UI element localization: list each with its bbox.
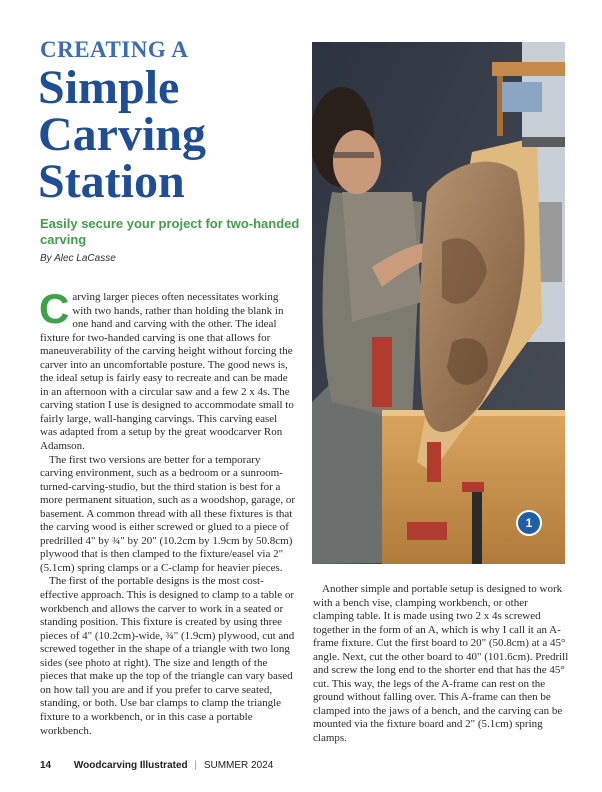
- byline: By Alec LaCasse: [40, 253, 116, 264]
- page-number: 14: [40, 760, 52, 771]
- photo-number-badge: 1: [516, 510, 542, 536]
- paragraph-intro-text: arving larger pieces often necessitates working with two hands, rather than holding the blank in one hand and carving with the other. The ideal fixture for two-handed carving is one that allows for maneuverability of the carving height without forcing the carver into an uncomfortable posture. The good news is, the ideal setup is fairly easy to recreate and can be made in an afternoon with a circular saw and a few 2 x 4s. The carving station I use is designed to accommodate small to fairly large, wall-hanging carvings. This carving easel was adapted from a setup by the great woodcarver Ron Adamson.: [40, 291, 294, 453]
- page-footer: [40, 760, 273, 771]
- carving-station-photo: [312, 42, 565, 564]
- issue-date: SUMMER 2024: [203, 760, 274, 771]
- magazine-name: Woodcarving Illustrated: [73, 760, 188, 771]
- body-column-left: [39, 285, 296, 738]
- paragraph-a-frame: Another simple and portable setup is designed to work with a bench vise, clamping workbench, or other clamping table. It is made using two 2 x 4s screwed together in the form of an A, which is why I call it an A-frame fixture. Cut the first board to 20" (50.8cm) at a 45° angle. Next, cut the other board to 40" (101.6cm). Predrill and screw the long end to the shorter end that has the 45° cut. This way, the legs of the A-frame can rest on the ground without falling over. This A-frame can then be clamped into the jaws of a bench, and the carving can be mounted via the fixture board and 2" (5.1cm) spring clamps.: [313, 583, 569, 745]
- title-kicker: CREATING A: [40, 37, 189, 62]
- paragraph-versions: The first two versions are better for a temporary carving environment, such as a bedroom or a sunroom-turned-carving-studio, but the third station is best for a more permanent situation, such as a woodshop, garage, or basement. A common thread with all these fixtures is that the carving wood is either screwed or glued to a piece of predrilled 4" by ¾" by 20" (10.2cm by 1.9cm by 50.8cm) plywood that is then clamped to the fixture/easel via 2" (5.1cm) spring clamps or a C-clamp for heavier pieces.: [40, 453, 296, 574]
- footer-separator: |: [194, 760, 198, 771]
- photo-illustration: [312, 42, 565, 564]
- body-column-right: [313, 583, 571, 746]
- drop-cap: C: [39, 285, 70, 332]
- subtitle: Easily secure your project for two-handed carving: [40, 216, 300, 247]
- page-title: Simple Carving Station: [38, 61, 206, 208]
- paragraph-intro: [39, 285, 296, 454]
- paragraph-portable-design: The first of the portable designs is the most cost-effective approach. This is designed to clamp to a table or workbench and allows the carver to work in a seated or standing position. This fixture is created by using three pieces of 4" (10.2cm)-wide, ¾" (1.9cm) plywood, cut and screwed together in the shape of a triangle with two long sides (see photo at right). The size and length of the pieces that make up the top of the triangle can vary based on how tall you are and if you prefer to carve seated, standing, or both. Use bar clamps to clamp the triangle fixture to a workbench, or in this case a portable workbench.: [40, 575, 295, 737]
